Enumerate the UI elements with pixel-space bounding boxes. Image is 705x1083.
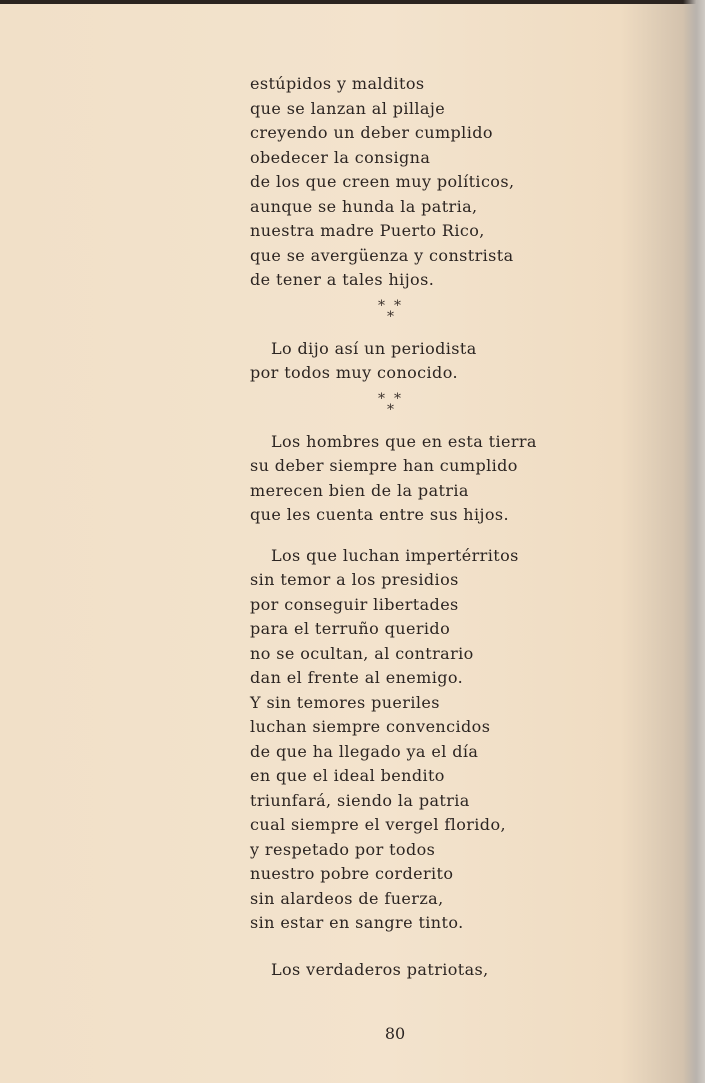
poem-line: creyendo un deber cumplido bbox=[250, 123, 493, 142]
stanza-3 bbox=[250, 430, 610, 528]
poem-line: por conseguir libertades bbox=[250, 594, 459, 614]
poem-line: sin alardeos de fuerza, bbox=[250, 888, 444, 908]
poem-line: nuestra madre Puerto Rico, bbox=[250, 221, 485, 240]
page-number: 80 bbox=[384, 1024, 406, 1043]
stanza-2 bbox=[250, 337, 610, 386]
poem-line: no se ocultan, al contrario bbox=[250, 643, 474, 663]
asterism-separator bbox=[250, 388, 610, 424]
poem-line: triunfará, siendo la patria bbox=[250, 790, 470, 810]
stanza-1 bbox=[250, 72, 610, 293]
stanza-4 bbox=[250, 544, 610, 936]
poem-line: que se lanzan al pillaje bbox=[250, 98, 446, 118]
page-right-edge bbox=[683, 0, 705, 1083]
asterisk: * bbox=[387, 401, 395, 418]
poem-line: su deber siempre han cumplido bbox=[250, 456, 518, 475]
poem-line: de tener a tales hijos. bbox=[250, 270, 435, 289]
stanza-5 bbox=[250, 958, 610, 983]
asterisk: * bbox=[387, 308, 395, 325]
poem-line: aunque se hunda la patria, bbox=[250, 196, 478, 216]
poem-line: Lo dijo así un periodista bbox=[271, 338, 477, 358]
poem-line: que les cuenta entre sus hijos. bbox=[250, 505, 510, 524]
page-top-edge bbox=[0, 0, 705, 4]
poem-line: para el terruño querido bbox=[250, 619, 451, 638]
asterisk: * bbox=[378, 390, 386, 407]
asterism-separator bbox=[250, 295, 610, 331]
poem-line: por todos muy conocido. bbox=[250, 363, 458, 382]
asterisk: * bbox=[394, 297, 402, 314]
poem-text bbox=[250, 72, 610, 982]
poem-line: sin temor a los presidios bbox=[250, 570, 459, 589]
poem-line: estúpidos y malditos bbox=[250, 74, 425, 93]
poem-line: en que el ideal bendito bbox=[250, 766, 445, 785]
poem-line: obedecer la consigna bbox=[250, 147, 431, 167]
poem-line: de los que creen muy políticos, bbox=[250, 172, 515, 191]
poem-line: Los que luchan impertérritos bbox=[271, 545, 519, 565]
poem-line: y respetado por todos bbox=[250, 839, 436, 859]
poem-line: Y sin temores pueriles bbox=[250, 692, 440, 712]
poem-line: cual siempre el vergel florido, bbox=[250, 815, 506, 834]
poem-line: que se avergüenza y constrista bbox=[250, 245, 514, 265]
poem-line: dan el frente al enemigo. bbox=[250, 668, 464, 687]
poem-line: merecen bien de la patria bbox=[250, 480, 469, 500]
poem-line: nuestro pobre corderito bbox=[250, 864, 454, 883]
poem-line: Los verdaderos patriotas, bbox=[271, 959, 489, 979]
poem-line: sin estar en sangre tinto. bbox=[250, 913, 464, 932]
asterisk: * bbox=[394, 390, 402, 407]
poem-line: de que ha llegado ya el día bbox=[250, 741, 479, 761]
asterisk: * bbox=[378, 297, 386, 314]
poem-line: luchan siempre convencidos bbox=[250, 717, 491, 736]
poem-line: Los hombres que en esta tierra bbox=[271, 431, 537, 451]
